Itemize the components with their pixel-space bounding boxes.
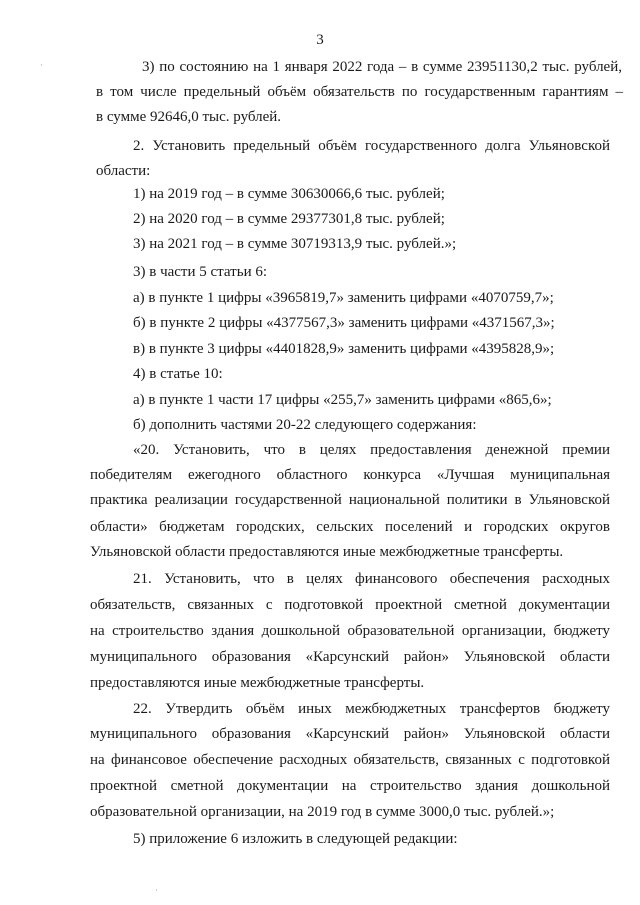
text-line: муниципального образования «Карсунский район» Ульяновской области [90,726,610,742]
text-line: 4) в статье 10: [133,366,223,382]
text-line: 21. Установить, что в целях финансового обеспечения расходных [133,571,610,587]
text-line: в) в пункте 3 цифры «4401828,9» заменить цифрами «4395828,9»; [133,341,555,357]
text-line: проектной сметной документации на строительство здания дошкольной [90,778,610,794]
text-line: 22. Утвердить объём иных межбюджетных трансфертов бюджету [133,701,610,717]
text-line: 3) по состоянию на 1 января 2022 года – в сумме 23951130,2 тыс. рублей, [142,59,622,75]
text-line: 2. Установить предельный объём государственного долга Ульяновской [133,138,610,154]
text-line: обязательств, связанных с подготовкой проектной сметной документации [90,597,610,613]
text-line: б) в пункте 2 цифры «4377567,3» заменить цифрами «4371567,3»; [133,315,555,331]
text-line: предоставляются иные межбюджетные трансферты. [90,675,425,691]
scan-speck: · [155,885,158,895]
text-line: «20. Установить, что в целях предоставления денежной премии [133,442,610,458]
text-line: практика реализации государственной национальной политики в Ульяновской [90,492,610,508]
text-line: в сумме 92646,0 тыс. рублей. [96,109,282,125]
text-line: 2) на 2020 год – в сумме 29377301,8 тыс. рублей; [133,211,445,227]
page-number: 3 [316,32,324,48]
text-line: муниципального образования «Карсунский район» Ульяновской области [90,649,610,665]
text-line: Ульяновской области предоставляются иные межбюджетные трансферты. [90,544,564,560]
text-line: б) дополнить частями 20-22 следующего содержания: [133,417,477,433]
text-line: области» бюджетам городских, сельских поселений и городских округов [90,519,610,535]
text-line: на финансовое обеспечение расходных обязательств, связанных с подготовкой [90,752,610,768]
text-line: 1) на 2019 год – в сумме 30630066,6 тыс. рублей; [133,186,445,202]
text-line: образовательной организации, на 2019 год в сумме 3000,0 тыс. рублей.»; [90,804,555,820]
text-line: победителям ежегодного областного конкурса «Лучшая муниципальная [90,467,610,483]
text-line: на строительство здания дошкольной образовательной организации, бюджету [90,623,610,639]
scan-speck: · [40,60,43,70]
text-line: в том числе предельный объём обязательств по государственным гарантиям – [96,84,623,100]
text-line: 5) приложение 6 изложить в следующей редакции: [133,831,458,847]
text-line: а) в пункте 1 части 17 цифры «255,7» заменить цифрами «865,6»; [133,392,552,408]
text-line: области: [96,163,151,179]
text-line: а) в пункте 1 цифры «3965819,7» заменить цифрами «4070759,7»; [133,290,554,306]
text-line: 3) на 2021 год – в сумме 30719313,9 тыс. рублей.»; [133,236,457,252]
text-line: 3) в части 5 статьи 6: [133,264,268,280]
